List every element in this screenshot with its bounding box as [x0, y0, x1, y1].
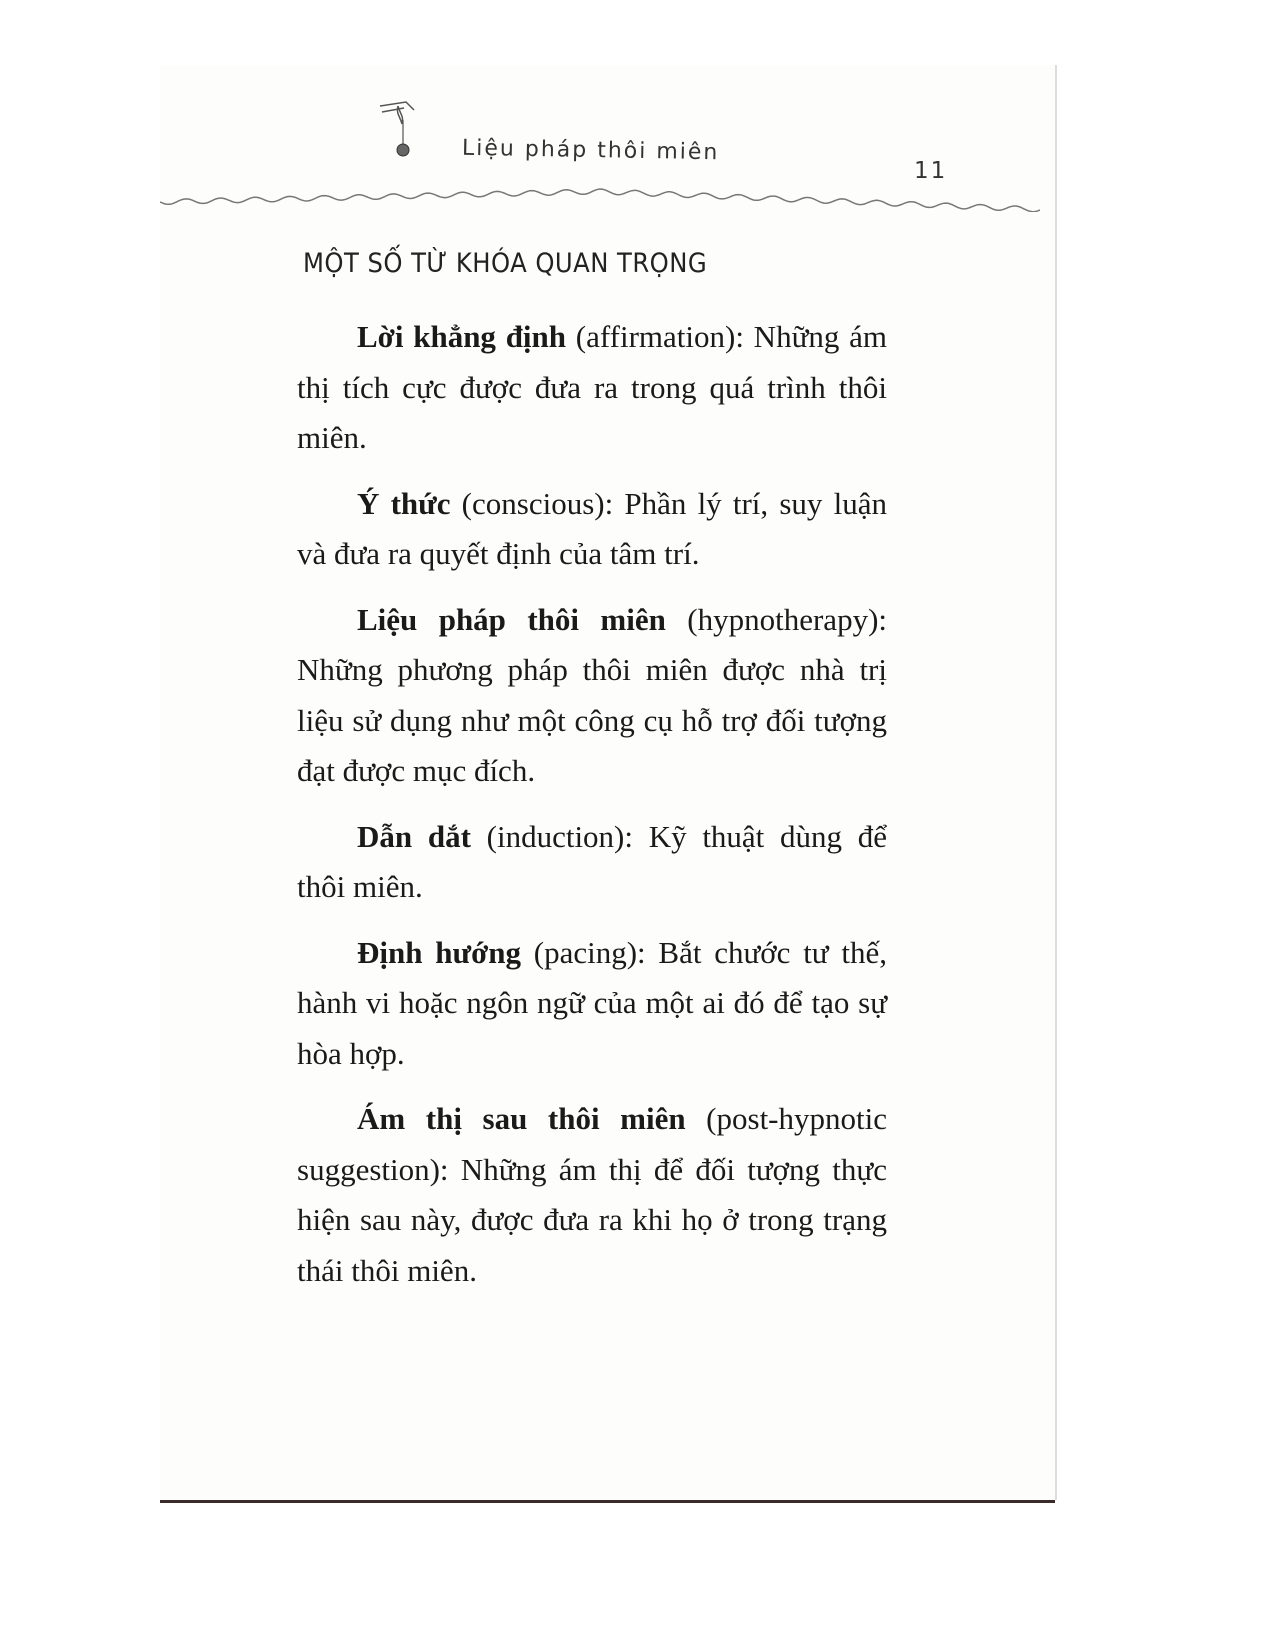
glossary-entry	[297, 595, 887, 797]
term: Liệu pháp thôi miên	[357, 601, 666, 637]
definition: (pacing): Bắt chước tư thế, hành vi hoặc ngôn ngữ của một ai đó để tạo sự hòa hợp.	[297, 934, 887, 1071]
definition: (hypnotherapy): Những phương pháp thôi miên được nhà trị liệu sử dụng như một công cụ hỗ trợ đối tượng đạt được mục đích.	[297, 601, 888, 788]
glossary-entry	[297, 812, 887, 913]
term: Dẫn dắt	[357, 818, 471, 854]
running-title: Liệu pháp thôi miên	[461, 135, 720, 166]
definition: (induction): Kỹ thuật dùng để thôi miên.	[297, 818, 887, 904]
glossary-entry	[297, 928, 887, 1080]
term: Lời khẳng định	[357, 319, 567, 354]
glossary-entry	[297, 479, 887, 580]
section-heading: MỘT SỐ TỪ KHÓA QUAN TRỌNG	[303, 248, 708, 279]
glossary-entry	[297, 1094, 887, 1296]
pendulum-hand-icon	[378, 100, 428, 165]
glossary-body	[297, 312, 887, 1311]
page-number: 11	[914, 158, 948, 184]
definition: (post-hypnotic suggestion): Những ám thị để đối tượng thực hiện sau này, được đưa ra khi họ ở trong trạng thái thôi miên.	[297, 1101, 887, 1288]
term: Ám thị sau thôi miên	[357, 1101, 686, 1136]
wavy-divider	[160, 172, 1040, 212]
definition: (conscious): Phần lý trí, suy luận và đưa ra quyết định của tâm trí.	[297, 485, 887, 571]
term: Định hướng	[357, 934, 521, 970]
glossary-entry	[297, 312, 887, 464]
definition: (affirmation): Những ám thị tích cực được đưa ra trong quá trình thôi miên.	[297, 319, 887, 455]
term: Ý thức	[357, 485, 451, 521]
